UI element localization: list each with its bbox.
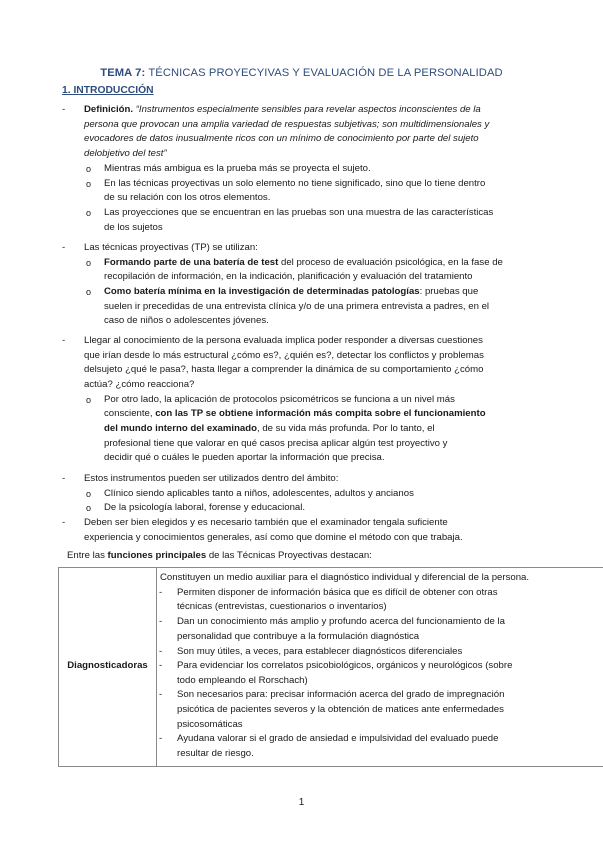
knowledge-bullet-bold: con las TP se obtiene información más compita sobre el funcionamiento bbox=[155, 408, 486, 419]
tp-bullet-2-cont: suelen ir precedidas de una entrevista clínica y/o de una primera entrevista a padres, en el bbox=[104, 301, 490, 312]
table-label-cell bbox=[59, 568, 157, 767]
tp-bullet-2 bbox=[104, 285, 478, 300]
table-item-3: Son muy útiles, a veces, para establecer diagnósticos diferenciales bbox=[177, 646, 463, 657]
table-item-5: Son necesarios para: precisar información acerca del grado de impregnación bbox=[177, 689, 505, 700]
definition-bullet-3-cont: de los sujetos bbox=[104, 222, 163, 233]
dash-marker: - bbox=[62, 517, 66, 528]
definition-bullet-3: Las proyecciones que se encuentran en las pruebas son una muestra de las características bbox=[104, 207, 494, 218]
table-item-1-cont: técnicas (entrevistas, cuestionarios o inventarios) bbox=[177, 601, 387, 612]
title-text: TÉCNICAS PROYECYIVAS Y EVALUACIÓN DE LA PERSONALIDAD bbox=[145, 67, 503, 79]
bullet-marker: o bbox=[86, 164, 92, 174]
functions-intro bbox=[67, 549, 372, 564]
definition-line-2: persona que provocan una amplia variedad de respuestas subjetivas; son multidimensionales y bbox=[84, 119, 490, 130]
table-item-1: Permiten disponer de información básica que es difícil de obtener con otras bbox=[177, 587, 498, 598]
knowledge-line-4: actúa? ¿cómo reacciona? bbox=[84, 379, 195, 390]
knowledge-bullet-line-1: Por otro lado, la aplicación de protocolos psicométricos se funciona a un nivel más bbox=[104, 394, 455, 405]
dash-marker: - bbox=[159, 646, 163, 657]
tp-bullet-2-bold: Como batería mínima en la investigación de determinadas patologías bbox=[104, 286, 420, 297]
table-item-6-cont: resultar de riesgo. bbox=[177, 748, 254, 759]
document-title bbox=[0, 67, 603, 79]
areas-bullet-1: Clínico siendo aplicables tanto a niños, adolescentes, adultos y ancianos bbox=[104, 488, 414, 499]
bullet-marker: o bbox=[86, 258, 92, 268]
section-heading: 1. INTRODUCCIÓN bbox=[62, 85, 154, 96]
page-number: 1 bbox=[298, 797, 305, 808]
bullet-marker: o bbox=[86, 489, 92, 499]
dash-marker: - bbox=[62, 242, 66, 253]
tp-bullet-1-bold: Formando parte de una batería de test bbox=[104, 257, 279, 268]
table-item-6: Ayudana valorar si el grado de ansiedad e impulsividad del evaluado puede bbox=[177, 733, 499, 744]
knowledge-bullet-line-5: decidir qué o cuáles le pueden aportar la información que precisa. bbox=[104, 452, 385, 463]
table-row bbox=[59, 568, 603, 767]
definition-bullet-1: Mientras más ambigua es la prueba más se proyecta el sujeto. bbox=[104, 163, 371, 174]
table-item-5-cont: psicótica de pacientes severos y la obtención de matices ante enfermedades bbox=[177, 704, 504, 715]
definition-quote: “Instrumentos especialmente sensibles para revelar aspectos inconscientes de la bbox=[135, 104, 481, 115]
tp-bullet-1 bbox=[104, 256, 503, 271]
knowledge-bullet-line-4: profesional tiene que valorar en qué casos precisa aplicar algún test proyectivo y bbox=[104, 438, 448, 449]
table-item-2-cont: personalidad que contribuye a la formulación diagnóstica bbox=[177, 631, 420, 642]
tp-bullet-1-cont: recopilación de información, en la indicación, planificación y evaluación del tratamiento bbox=[104, 271, 473, 282]
definition-line-1 bbox=[84, 103, 481, 118]
dash-marker: - bbox=[62, 473, 66, 484]
knowledge-bullet-bold-2: del mundo interno del examinado bbox=[104, 423, 257, 434]
knowledge-bullet-line-2 bbox=[104, 407, 486, 422]
knowledge-line-2: que irían desde lo más estructural ¿cómo es?, ¿quién es?, detectar los conflictos y problemas bbox=[84, 350, 484, 361]
areas-bullet-2: De la psicología laboral, forense y educacional. bbox=[104, 502, 306, 513]
functions-intro-pre: Entre las bbox=[67, 550, 108, 561]
tp-bullet-2-rest: : pruebas que bbox=[419, 286, 479, 297]
dash-marker: - bbox=[62, 104, 66, 115]
title-prefix: TEMA 7: bbox=[100, 67, 146, 79]
knowledge-bullet-line-3 bbox=[104, 422, 435, 437]
dash-marker: - bbox=[159, 660, 163, 671]
bullet-marker: o bbox=[86, 287, 92, 297]
table-item-5-cont-2: psicosomáticas bbox=[177, 719, 243, 730]
knowledge-bullet-pre: consciente, bbox=[104, 408, 156, 419]
areas-intro: Estos instrumentos pueden ser utilizados dentro del ámbito: bbox=[84, 473, 339, 484]
functions-table bbox=[58, 567, 603, 767]
selection-line-1: Deben ser bien elegidos y es necesario también que el examinador tengala suficiente bbox=[84, 517, 448, 528]
selection-line-2: experiencia y conocimientos generales, así como que domine el método con que trabaja. bbox=[84, 532, 463, 543]
table-lead: Constituyen un medio auxiliar para el diagnóstico individual y diferencial de la persona. bbox=[160, 572, 530, 583]
bullet-marker: o bbox=[86, 395, 92, 405]
dash-marker: - bbox=[62, 335, 66, 346]
definition-bullet-2: En las técnicas proyectivas un solo elemento no tiene significado, sino que lo tiene dentro bbox=[104, 178, 486, 189]
table-item-4-cont: todo empleando el Rorschach) bbox=[177, 675, 308, 686]
definition-bullet-2-cont: de su relación con los otros elementos. bbox=[104, 192, 271, 203]
knowledge-bullet-rest: , de su vida más profunda. Por lo tanto, el bbox=[257, 423, 435, 434]
definition-line-3: evocadores de datos inusualmente ricos con un mínimo de conocimiento por parte del sujeto bbox=[84, 133, 479, 144]
definition-line-4: delobjetivo del test” bbox=[84, 148, 167, 159]
table-item-2: Dan un conocimiento más amplio y profundo acerca del funcionamiento de la bbox=[177, 616, 505, 627]
functions-intro-bold: funciones principales bbox=[107, 550, 207, 561]
tp-intro: Las técnicas proyectivas (TP) se utilizan: bbox=[84, 242, 258, 253]
definition-label: Definición. bbox=[84, 104, 134, 115]
dash-marker: - bbox=[159, 616, 163, 627]
tp-bullet-1-rest: del proceso de evaluación psicológica, en la fase de bbox=[278, 257, 503, 268]
bullet-marker: o bbox=[86, 179, 92, 189]
knowledge-line-3: delsujeto ¿qué le pasa?, hasta llegar a comprender la dinámica de su comportamiento ¿cómo bbox=[84, 364, 484, 375]
bullet-marker: o bbox=[86, 503, 92, 513]
table-item-4: Para evidenciar los correlatos psicobiológicos, orgánicos y neurológicos (sobre bbox=[177, 660, 513, 671]
row-label: Diagnosticadoras bbox=[67, 660, 148, 671]
table-content-cell bbox=[157, 568, 603, 767]
tp-bullet-2-cont-2: caso de niños o adolescentes jóvenes. bbox=[104, 315, 269, 326]
dash-marker: - bbox=[159, 689, 163, 700]
functions-intro-post: de las Técnicas Proyectivas destacan: bbox=[206, 550, 372, 561]
bullet-marker: o bbox=[86, 208, 92, 218]
knowledge-line-1: Llegar al conocimiento de la persona evaluada implica poder responder a diversas cuestiones bbox=[84, 335, 483, 346]
dash-marker: - bbox=[159, 733, 163, 744]
dash-marker: - bbox=[159, 587, 163, 598]
